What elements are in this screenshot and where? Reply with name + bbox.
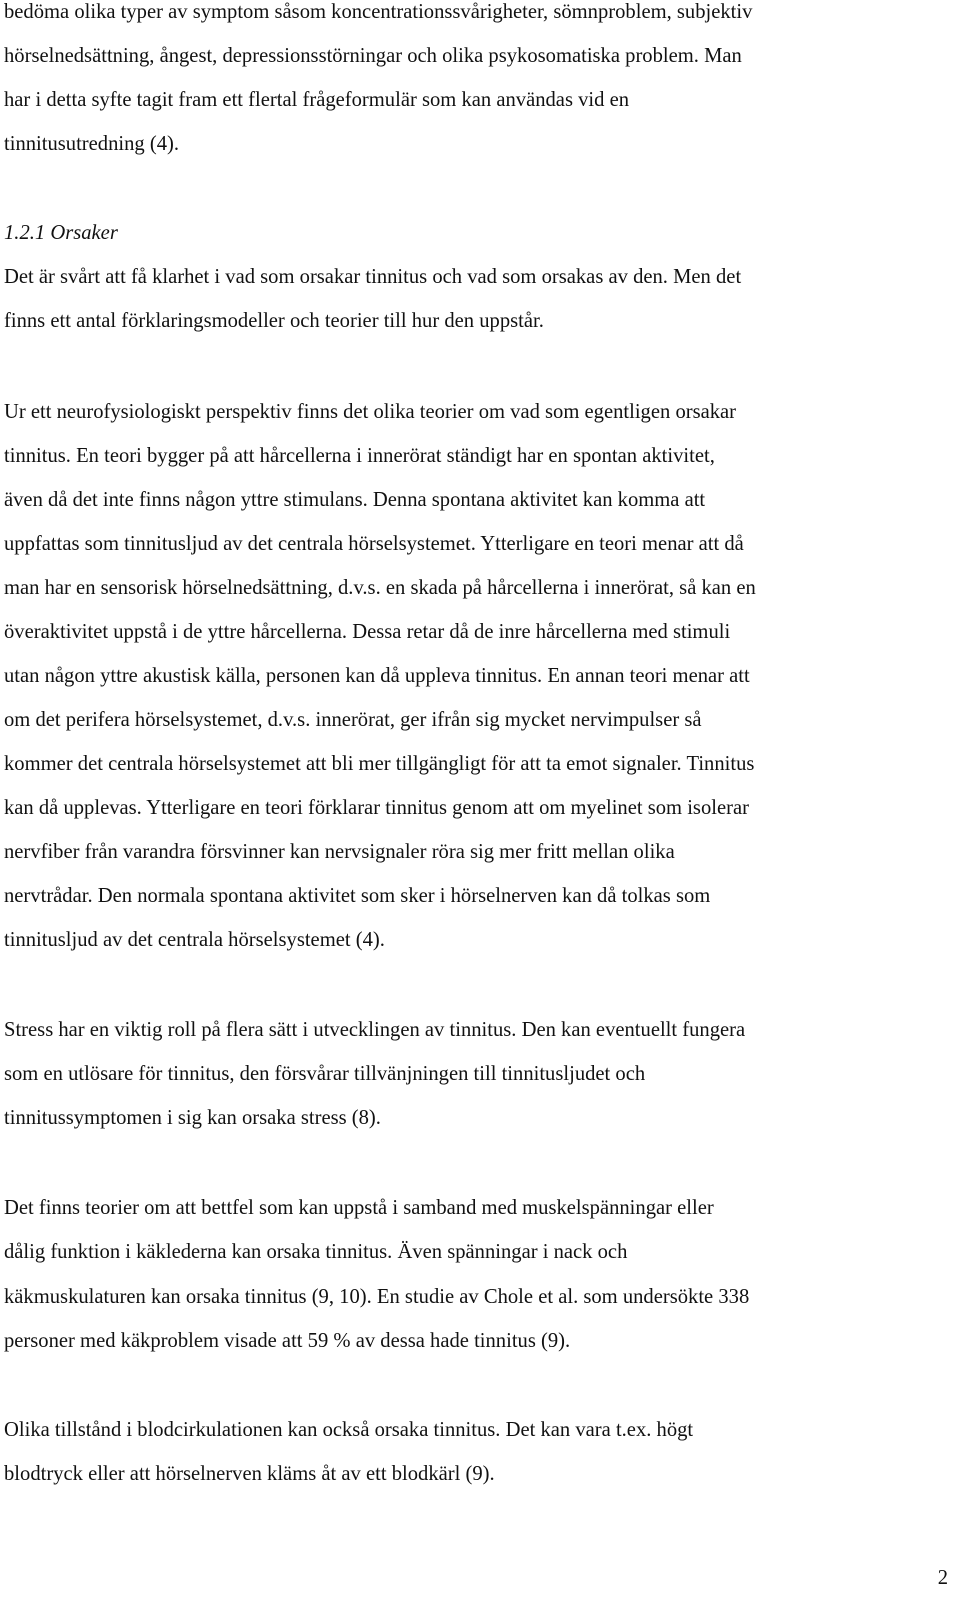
page-number: 2 <box>937 1567 948 1589</box>
text-line: personer med käkproblem visade att 59 % av dessa hade tinnitus (9). <box>4 1330 571 1352</box>
text-line: dålig funktion i käklederna kan orsaka tinnitus. Även spänningar i nack och <box>4 1241 628 1263</box>
text-line: tinnitussymptomen i sig kan orsaka stress (8). <box>4 1107 381 1129</box>
text-line: hörselnedsättning, ångest, depressionsstörningar och olika psykosomatiska problem. Man <box>4 45 742 67</box>
text-line: käkmuskulaturen kan orsaka tinnitus (9, 10). En studie av Chole et al. som undersökte 338 <box>4 1286 750 1308</box>
text-line: nervtrådar. Den normala spontana aktivitet som sker i hörselnerven kan då tolkas som <box>4 885 711 907</box>
text-line: tinnitusljud av det centrala hörselsystemet (4). <box>4 929 385 951</box>
text-line: nervfiber från varandra försvinner kan nervsignaler röra sig mer fritt mellan olika <box>4 841 675 863</box>
text-line: även då det inte finns någon yttre stimulans. Denna spontana aktivitet kan komma att <box>4 489 706 511</box>
text-line: tinnitus. En teori bygger på att hårcellerna i innerörat ständigt har en spontan aktivitet, <box>4 445 715 467</box>
text-line: blodtryck eller att hörselnerven kläms åt av ett blodkärl (9). <box>4 1463 495 1485</box>
text-line: Olika tillstånd i blodcirkulationen kan också orsaka tinnitus. Det kan vara t.ex. högt <box>4 1419 694 1441</box>
text-line: Det finns teorier om att bettfel som kan uppstå i samband med muskelspänningar eller <box>4 1197 714 1219</box>
text-line: Ur ett neurofysiologiskt perspektiv finns det olika teorier om vad som egentligen orsakar <box>4 401 737 423</box>
text-line: utan någon yttre akustisk källa, personen kan då uppleva tinnitus. En annan teori menar att <box>4 665 750 687</box>
text-line: finns ett antal förklaringsmodeller och teorier till hur den uppstår. <box>4 310 544 332</box>
text-line: tinnitusutredning (4). <box>4 133 180 155</box>
section-heading: 1.2.1 Orsaker <box>4 222 118 244</box>
text-line: kommer det centrala hörselsystemet att bli mer tillgängligt för att ta emot signaler. Tinnitus <box>4 753 755 775</box>
text-line: uppfattas som tinnitusljud av det centrala hörselsystemet. Ytterligare en teori menar att då <box>4 533 744 555</box>
text-line: Stress har en viktig roll på flera sätt i utvecklingen av tinnitus. Den kan eventuellt fungera <box>4 1019 746 1041</box>
text-line: Det är svårt att få klarhet i vad som orsakar tinnitus och vad som orsakas av den. Men det <box>4 266 742 288</box>
text-line: som en utlösare för tinnitus, den försvårar tillvänjningen till tinnitusljudet och <box>4 1063 646 1085</box>
text-line: man har en sensorisk hörselnedsättning, d.v.s. en skada på hårcellerna i innerörat, så kan en <box>4 577 756 599</box>
text-line: överaktivitet uppstå i de yttre hårcellerna. Dessa retar då de inre hårcellerna med stimuli <box>4 621 731 643</box>
text-line: bedöma olika typer av symptom såsom koncentrationssvårigheter, sömnproblem, subjektiv <box>4 1 753 23</box>
text-line: har i detta syfte tagit fram ett flertal frågeformulär som kan användas vid en <box>4 89 630 111</box>
text-line: kan då upplevas. Ytterligare en teori förklarar tinnitus genom att om myelinet som isolerar <box>4 797 749 819</box>
text-line: om det perifera hörselsystemet, d.v.s. innerörat, ger ifrån sig mycket nervimpulser så <box>4 709 702 731</box>
